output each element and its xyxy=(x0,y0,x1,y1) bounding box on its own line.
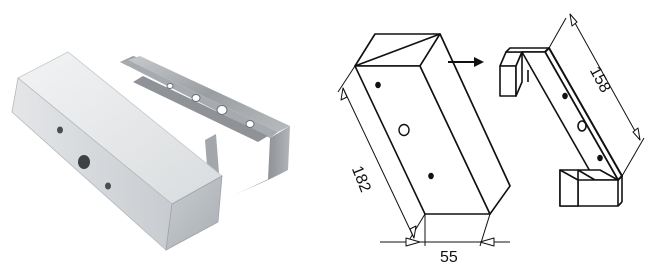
bracket-dimension-label: 158 xyxy=(586,63,614,96)
box-hole xyxy=(105,183,111,190)
bracket-hole xyxy=(217,106,227,115)
bracket-hole xyxy=(167,84,173,89)
box-hole xyxy=(57,127,63,134)
box-drawing xyxy=(355,34,510,214)
photo-product xyxy=(12,52,290,250)
length-dimension-label: 182 xyxy=(347,163,374,195)
technical-drawing xyxy=(338,14,644,246)
box-hole xyxy=(78,155,90,169)
dimension-line-width xyxy=(380,214,510,246)
bracket-hole xyxy=(246,121,254,128)
bracket-hole xyxy=(192,95,200,102)
width-dimension-label: 55 xyxy=(440,249,458,266)
